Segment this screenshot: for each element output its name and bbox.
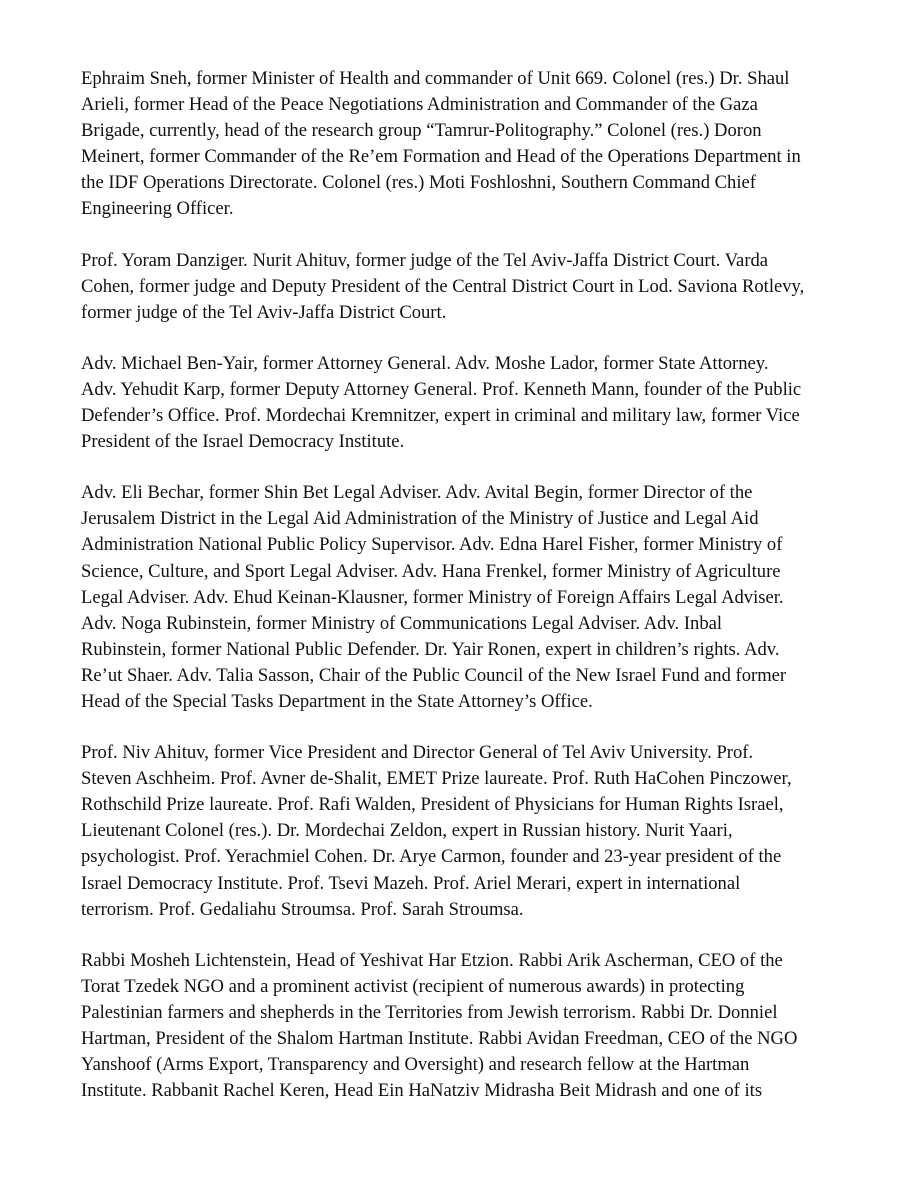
text-line: former judge of the Tel Aviv-Jaffa District Court. [81, 301, 447, 323]
text-line: Yanshoof (Arms Export, Transparency and Oversight) and research fellow at the Hartman [81, 1054, 750, 1076]
text-line: Ephraim Sneh, former Minister of Health and commander of Unit 669. Colonel (res.) Dr. Shaul [81, 68, 790, 89]
text-line: Prof. Niv Ahituv, former Vice President and Director General of Tel Aviv University. Prof. [81, 742, 754, 764]
paragraph-legal-advisers [81, 480, 841, 715]
text-line: Rothschild Prize laureate. Prof. Rafi Walden, President of Physicians for Human Rights Israel, [81, 794, 784, 816]
text-line: Hartman, President of the Shalom Hartman Institute. Rabbi Avidan Freedman, CEO of the NGO [81, 1028, 798, 1049]
text-line: Israel Democracy Institute. Prof. Tsevi Mazeh. Prof. Ariel Merari, expert in international [81, 872, 741, 894]
paragraph-military [81, 66, 841, 223]
text-line: the IDF Operations Directorate. Colonel (res.) Moti Foshloshni, Southern Command Chief [81, 172, 756, 194]
text-line: Prof. Yoram Danziger. Nurit Ahituv, former judge of the Tel Aviv-Jaffa District Court. Varda [81, 249, 769, 271]
text-line: Legal Adviser. Adv. Ehud Keinan-Klausner, former Ministry of Foreign Affairs Legal Adviser. [81, 586, 784, 608]
text-line: psychologist. Prof. Yerachmiel Cohen. Dr. Arye Carmon, founder and 23-year president of the [81, 846, 782, 868]
text-line: Torat Tzedek NGO and a prominent activist (recipient of numerous awards) in protecting [81, 975, 745, 997]
text-line: Cohen, former judge and Deputy President of the Central District Court in Lod. Saviona Rotlevy, [81, 275, 805, 297]
text-line: Rabbi Mosheh Lichtenstein, Head of Yeshivat Har Etzion. Rabbi Arik Ascherman, CEO of the [81, 949, 783, 971]
text-line: Adv. Eli Bechar, former Shin Bet Legal Adviser. Adv. Avital Begin, former Director of the [81, 482, 753, 504]
text-line: Adv. Michael Ben-Yair, former Attorney General. Adv. Moshe Lador, former State Attorney. [81, 352, 769, 374]
text-line: terrorism. Prof. Gedaliahu Stroumsa. Prof. Sarah Stroumsa. [81, 898, 524, 920]
text-line: Science, Culture, and Sport Legal Adviser. Adv. Hana Frenkel, former Ministry of Agriculture [81, 560, 781, 582]
text-line: Head of the Special Tasks Department in the State Attorney’s Office. [81, 690, 593, 712]
text-line: Lieutenant Colonel (res.). Dr. Mordechai Zeldon, expert in Russian history. Nurit Yaari, [81, 820, 733, 842]
text-line: Rubinstein, former National Public Defender. Dr. Yair Ronen, expert in children’s rights. Adv. [81, 638, 780, 660]
text-line: Arieli, former Head of the Peace Negotiations Administration and Commander of the Gaza [81, 94, 758, 116]
text-line: Palestinian farmers and shepherds in the Territories from Jewish terrorism. Rabbi Dr. Donniel [81, 1001, 778, 1023]
text-line: Engineering Officer. [81, 198, 234, 220]
text-line: Defender’s Office. Prof. Mordechai Kremnitzer, expert in criminal and military law, former Vice [81, 405, 800, 427]
paragraph-judges [81, 248, 841, 326]
text-line: Steven Aschheim. Prof. Avner de-Shalit, EMET Prize laureate. Prof. Ruth HaCohen Pinczower, [81, 768, 792, 790]
paragraph-academics [81, 740, 841, 923]
text-line: Re’ut Shaer. Adv. Talia Sasson, Chair of the Public Council of the New Israel Fund and former [81, 664, 787, 686]
paragraph-rabbis [81, 948, 841, 1105]
text-line: Jerusalem District in the Legal Aid Administration of the Ministry of Justice and Legal Aid [81, 508, 759, 530]
paragraph-attorneys [81, 351, 841, 455]
text-line: Administration National Public Policy Supervisor. Adv. Edna Harel Fisher, former Ministry of [81, 534, 783, 556]
text-line: Institute. Rabbanit Rachel Keren, Head Ein HaNatziv Midrasha Beit Midrash and one of its [81, 1080, 763, 1102]
text-line: President of the Israel Democracy Institute. [81, 431, 405, 453]
text-line: Adv. Yehudit Karp, former Deputy Attorney General. Prof. Kenneth Mann, founder of the Public [81, 378, 802, 400]
text-line: Meinert, former Commander of the Re’em Formation and Head of the Operations Department in [81, 146, 801, 168]
text-line: Adv. Noga Rubinstein, former Ministry of Communications Legal Adviser. Adv. Inbal [81, 612, 723, 634]
document-body [81, 66, 841, 1129]
text-line: Brigade, currently, head of the research group “Tamrur-Politography.” Colonel (res.) Doron [81, 120, 762, 142]
